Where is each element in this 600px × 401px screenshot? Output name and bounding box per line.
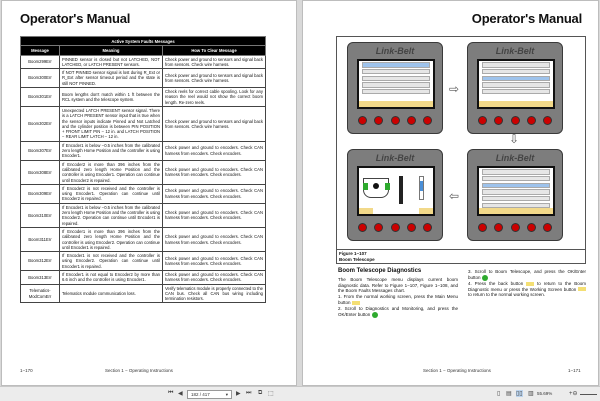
message-cell: Boom313Err — [21, 270, 60, 284]
step-text: to return to the Boom Diagnostic menu or press the Working Screen button — [468, 280, 586, 292]
rotate-icon[interactable]: ⧉ — [258, 390, 263, 396]
clear-cell: Check power and ground to encoders. Check CAN harness from encoders. Check encoders. — [163, 203, 266, 227]
col-header: Meaning — [60, 46, 163, 55]
viewer-toolbar — [0, 386, 600, 401]
clear-cell: Check power and ground to sensors and signal back from sensors. Check wire harness. — [163, 69, 266, 88]
zoom-slider[interactable] — [580, 394, 597, 395]
meaning-cell: If NOT PINNED sensor signal is lost during R_Ext or R_Ext after sensor timeout period and the state is still NOT PINNED. — [60, 69, 163, 88]
display-diagnostics-selected — [467, 42, 563, 134]
clear-cell: Verify telematics module is properly connected to the CAN bus. Check all CAN bus wiring including termination resistors. — [163, 284, 266, 303]
brand-logo: Link-Belt — [375, 46, 415, 56]
text-column-left — [338, 269, 458, 318]
fit-icon[interactable]: ⬚ — [268, 391, 274, 397]
clear-cell: Check power and ground to sensors and signal back from sensors. Check wire harness. — [163, 106, 266, 141]
clear-cell: Check power and ground to encoders. Check CAN harness from encoders. Check encoders. — [163, 141, 266, 160]
two-page-continuous-icon[interactable]: ▥ — [528, 391, 534, 397]
zoom-level[interactable]: 55.69% — [537, 391, 553, 396]
meaning-cell: If Encoder1 is more than 396 inches from the calibrated zero length Home Position and the controller is using Encoder2. Operation can continue until Encoder1 is repaired. — [60, 227, 163, 251]
message-cell: Boom312Err — [21, 252, 60, 271]
step-text: 4. Press the back button — [468, 280, 524, 286]
back-button-icon — [526, 282, 534, 286]
page-title: Operator's Manual — [471, 11, 582, 26]
continuous-view-icon[interactable]: ▤ — [506, 391, 512, 397]
zoom-in-icon[interactable]: +⊖ — [569, 391, 578, 397]
brand-logo: Link-Belt — [375, 153, 415, 163]
table-row — [21, 203, 266, 227]
section-heading: Boom Telescope Diagnostics — [338, 268, 422, 274]
message-cell: Boom302Err — [21, 106, 60, 141]
last-page-icon[interactable]: ⏭ — [246, 390, 252, 396]
brand-logo: Link-Belt — [495, 46, 535, 56]
step-text: to return to the normal working screen. — [468, 292, 546, 298]
meaning-cell: PINNED sensor is closed but not LATCHED, NOT LATCHED, or LATCH PRESENT sensors. — [60, 55, 163, 69]
table-row — [21, 69, 266, 88]
table-row — [21, 141, 266, 160]
section-footer: Section 1 − Operating Instructions — [423, 368, 491, 373]
page-title: Operator's Manual — [20, 11, 131, 26]
message-cell: Boom308Err — [21, 160, 60, 184]
previous-page-icon[interactable]: ◀ — [178, 391, 183, 397]
brand-logo: Link-Belt — [495, 153, 535, 163]
arrow-down-icon: ⇩ — [509, 132, 520, 146]
message-cell: Boom300Err — [21, 69, 60, 88]
table-row — [21, 184, 266, 203]
message-cell: Boom310Err — [21, 203, 60, 227]
figure-number: Figure 1−107 — [339, 251, 367, 256]
message-cell: Boom301Err — [21, 88, 60, 107]
meaning-cell: Telematics module communication loss. — [60, 284, 163, 303]
clear-cell: Check reels for correct cable spooling. Look for any reason the reel would not show the correct boom length. Re-zero reels. — [163, 88, 266, 107]
meaning-cell: If Encoder2 is more than 396 inches from the calibrated zero length Home Position and the controller is using Encoder1. Operation can continue until Encoder2 is repaired. — [60, 160, 163, 184]
clear-cell: Check power and ground to sensors and signal back from sensors. Check wire harness. — [163, 55, 266, 69]
table-row — [21, 106, 266, 141]
next-page-icon[interactable]: ▶ — [236, 391, 241, 397]
message-cell: Boom299Err — [21, 55, 60, 69]
right-page — [302, 0, 599, 386]
intro-text: The Boom Telescope menu displays current boom diagnostic data. Refer to Figure 1−107, Figure 1−108, and the Boom Faults Messages chart. — [338, 276, 458, 294]
meaning-cell: Unexpected LATCH PRESENT sensor signal. There is a LATCH PRESENT sensor input that is true when the sensor inputs indicate Pinned and Not Latched and the cylinder position is between PIN POSITION + FRONT LIMIT PIN − 12 in. and LATCH POSITION − REAR LIMIT LATCH − 12 in. — [60, 106, 163, 141]
two-page-view-icon[interactable]: ▯▯ — [516, 391, 523, 397]
ok-enter-button-icon — [372, 312, 378, 318]
display-diagnostics-menu — [467, 149, 563, 241]
table-row — [21, 270, 266, 284]
text-column-right — [468, 269, 586, 298]
page-number: 1−170 — [20, 368, 33, 373]
clear-cell: Check power and ground to encoders. Check CAN harness from encoders. Check encoders. — [163, 270, 266, 284]
first-page-icon[interactable]: ⏮ — [168, 390, 174, 396]
faults-table — [20, 36, 266, 303]
step-text: 3. Scroll to Boom Telescope, and press the OK/Enter button — [468, 269, 586, 280]
clear-cell: Check power and ground to encoders. Check CAN harness from encoders. Check encoders. — [163, 252, 266, 271]
main-menu-button-icon — [352, 301, 360, 305]
step-3 — [468, 269, 586, 281]
table-row — [21, 284, 266, 303]
step-text: 2. Scroll to Diagnostics and Monitoring, and press the OK/Enter button — [338, 305, 458, 317]
figure-boom-telescope — [336, 36, 586, 264]
display-boom-telescope — [347, 149, 443, 241]
col-header: Message — [21, 46, 60, 55]
clear-cell: Check power and ground to encoders. Check CAN harness from encoders. Check encoders. — [163, 184, 266, 203]
meaning-cell: If Encoder1 is not equal to Encoder2 by more than 6.6 inch and the controller is using Encoder1. — [60, 270, 163, 284]
table-row — [21, 227, 266, 251]
step-text: 1. From the normal working screen, press the Main Menu button — [338, 294, 458, 305]
arrow-right-icon: ⇨ — [449, 82, 460, 96]
meaning-cell: If Encoder1 is below −0.5 inches from the calibrated zero length Home Position and the controller is using Encoder2. Operation can continue until Encoder1 is repaired. — [60, 203, 163, 227]
page-number: 1−171 — [568, 368, 581, 373]
display-main-menu — [347, 42, 443, 134]
meaning-cell: If Encoder1 is not received and the controller is using Encoder2. Operation can continue until Encoder1 is repaired. — [60, 252, 163, 271]
table-caption: Active System Faults Messages — [21, 37, 266, 46]
meaning-cell: If Encoder2 is not received and the controller is using Encoder1. Operation can continue until Encoder2 is repaired. — [60, 184, 163, 203]
arrow-left-icon: ⇦ — [449, 189, 460, 203]
single-page-view-icon[interactable]: ▯ — [497, 391, 501, 397]
message-cell: Boom311Err — [21, 227, 60, 251]
message-cell: Telematics-ModComErr — [21, 284, 60, 303]
page-indicator: 182 / 417 — [191, 392, 210, 397]
figure-caption — [337, 249, 585, 263]
meaning-cell: Boom lengths don't match within 1 ft between the RCL system and the telescope system. — [60, 88, 163, 107]
message-cell: Boom307Err — [21, 141, 60, 160]
table-row — [21, 160, 266, 184]
left-page — [1, 0, 297, 386]
section-footer: Section 1 − Operating Instructions — [105, 368, 173, 373]
page-number-input[interactable]: 182 / 417 ▾ — [187, 390, 232, 399]
clear-cell: Check power and ground to encoders. Check CAN harness from encoders. Check encoders. — [163, 160, 266, 184]
clear-cell: Check power and ground to encoders. Check CAN harness from encoders. Check encoders. — [163, 227, 266, 251]
message-cell: Boom309Err — [21, 184, 60, 203]
step-4 — [468, 281, 586, 298]
table-row — [21, 252, 266, 271]
figure-title: Boom Telescope — [339, 256, 375, 262]
table-row — [21, 88, 266, 107]
step-1 — [338, 294, 458, 306]
meaning-cell: If Encoder1 is below −0.5 inches from the calibrated zero length Home Position and the controller is using Encoder1. — [60, 141, 163, 160]
working-screen-button-icon — [578, 287, 586, 291]
col-header: How To Clear Message — [163, 46, 266, 55]
step-2 — [338, 306, 458, 318]
table-row — [21, 55, 266, 69]
